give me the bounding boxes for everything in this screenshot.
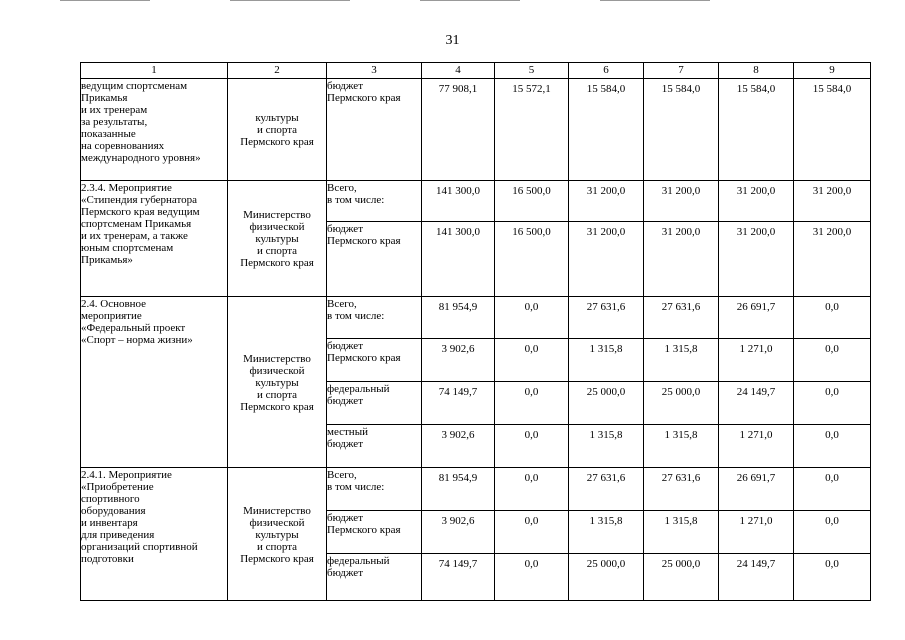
event-name-cell: 2.3.4. Мероприятие «Стипендия губернатора Пермского края ведущим спортсменам Прикамья и их тренерам, а также юным спортсменам Прикамья» xyxy=(81,181,228,297)
amount-cell-col-6: 27 631,6 xyxy=(569,468,644,511)
amount-cell-col-4: 3 902,6 xyxy=(422,511,495,554)
amount-cell-col-8: 24 149,7 xyxy=(719,554,794,601)
amount-cell-col-9: 0,0 xyxy=(794,425,871,468)
amount-cell-col-6: 1 315,8 xyxy=(569,339,644,382)
table-row xyxy=(81,297,871,339)
amount-cell-col-4: 141 300,0 xyxy=(422,181,495,222)
amount-cell-col-8: 15 584,0 xyxy=(719,79,794,181)
column-number-5: 5 xyxy=(495,63,569,79)
amount-cell-col-4: 81 954,9 xyxy=(422,297,495,339)
funding-source-cell: Всего, в том числе: xyxy=(327,468,422,511)
amount-cell-col-6: 25 000,0 xyxy=(569,382,644,425)
amount-cell-col-7: 25 000,0 xyxy=(644,382,719,425)
amount-cell-col-7: 31 200,0 xyxy=(644,222,719,297)
amount-cell-col-5: 0,0 xyxy=(495,511,569,554)
executor-cell: Министерство физической культуры и спорта Пермского края xyxy=(228,468,327,601)
amount-cell-col-6: 1 315,8 xyxy=(569,511,644,554)
amount-cell-col-5: 0,0 xyxy=(495,297,569,339)
page-number: 31 xyxy=(445,33,460,48)
amount-cell-col-7: 1 315,8 xyxy=(644,511,719,554)
amount-cell-col-6: 27 631,6 xyxy=(569,297,644,339)
funding-source-cell: Всего, в том числе: xyxy=(327,181,422,222)
event-name-cell: 2.4.1. Мероприятие «Приобретение спортивного оборудования и инвентаря для приведения организаций спортивной подготовки xyxy=(81,468,228,601)
executor-cell: культуры и спорта Пермского края xyxy=(228,79,327,181)
column-number-3: 3 xyxy=(327,63,422,79)
column-number-row xyxy=(81,63,871,79)
amount-cell-col-7: 27 631,6 xyxy=(644,468,719,511)
amount-cell-col-5: 16 500,0 xyxy=(495,181,569,222)
funding-source-cell: бюджет Пермского края xyxy=(327,339,422,382)
amount-cell-col-9: 0,0 xyxy=(794,554,871,601)
amount-cell-col-9: 0,0 xyxy=(794,382,871,425)
column-number-7: 7 xyxy=(644,63,719,79)
column-number-9: 9 xyxy=(794,63,871,79)
budget-table xyxy=(80,62,871,601)
amount-cell-col-8: 31 200,0 xyxy=(719,222,794,297)
amount-cell-col-6: 31 200,0 xyxy=(569,181,644,222)
amount-cell-col-5: 16 500,0 xyxy=(495,222,569,297)
amount-cell-col-7: 1 315,8 xyxy=(644,425,719,468)
amount-cell-col-9: 0,0 xyxy=(794,297,871,339)
amount-cell-col-9: 31 200,0 xyxy=(794,181,871,222)
amount-cell-col-5: 0,0 xyxy=(495,554,569,601)
funding-source-cell: местный бюджет xyxy=(327,425,422,468)
funding-source-cell: бюджет Пермского края xyxy=(327,511,422,554)
funding-source-cell: федеральный бюджет xyxy=(327,382,422,425)
amount-cell-col-4: 3 902,6 xyxy=(422,339,495,382)
executor-cell: Министерство физической культуры и спорта Пермского края xyxy=(228,181,327,297)
amount-cell-col-9: 0,0 xyxy=(794,468,871,511)
funding-source-cell: бюджет Пермского края xyxy=(327,222,422,297)
event-name-cell: 2.4. Основное мероприятие «Федеральный проект «Спорт – норма жизни» xyxy=(81,297,228,468)
amount-cell-col-7: 31 200,0 xyxy=(644,181,719,222)
column-number-2: 2 xyxy=(228,63,327,79)
amount-cell-col-7: 25 000,0 xyxy=(644,554,719,601)
amount-cell-col-4: 3 902,6 xyxy=(422,425,495,468)
amount-cell-col-7: 27 631,6 xyxy=(644,297,719,339)
table-row xyxy=(81,181,871,222)
event-name-cell: ведущим спортсменам Прикамья и их тренерам за результаты, показанные на соревнованиях международного уровня» xyxy=(81,79,228,181)
amount-cell-col-4: 74 149,7 xyxy=(422,382,495,425)
amount-cell-col-8: 31 200,0 xyxy=(719,181,794,222)
amount-cell-col-6: 15 584,0 xyxy=(569,79,644,181)
funding-source-cell: бюджет Пермского края xyxy=(327,79,422,181)
amount-cell-col-4: 74 149,7 xyxy=(422,554,495,601)
amount-cell-col-8: 1 271,0 xyxy=(719,511,794,554)
amount-cell-col-6: 25 000,0 xyxy=(569,554,644,601)
top-edge-mark xyxy=(60,0,150,1)
amount-cell-col-5: 0,0 xyxy=(495,425,569,468)
amount-cell-col-7: 15 584,0 xyxy=(644,79,719,181)
funding-source-cell: Всего, в том числе: xyxy=(327,297,422,339)
table-row xyxy=(81,468,871,511)
amount-cell-col-9: 0,0 xyxy=(794,511,871,554)
amount-cell-col-4: 141 300,0 xyxy=(422,222,495,297)
executor-cell: Министерство физической культуры и спорта Пермского края xyxy=(228,297,327,468)
amount-cell-col-9: 0,0 xyxy=(794,339,871,382)
amount-cell-col-5: 0,0 xyxy=(495,382,569,425)
amount-cell-col-5: 15 572,1 xyxy=(495,79,569,181)
column-number-4: 4 xyxy=(422,63,495,79)
funding-source-cell: федеральный бюджет xyxy=(327,554,422,601)
amount-cell-col-8: 24 149,7 xyxy=(719,382,794,425)
amount-cell-col-5: 0,0 xyxy=(495,468,569,511)
top-edge-mark xyxy=(230,0,350,1)
column-number-1: 1 xyxy=(81,63,228,79)
amount-cell-col-7: 1 315,8 xyxy=(644,339,719,382)
amount-cell-col-8: 1 271,0 xyxy=(719,425,794,468)
amount-cell-col-8: 1 271,0 xyxy=(719,339,794,382)
amount-cell-col-8: 26 691,7 xyxy=(719,297,794,339)
amount-cell-col-4: 81 954,9 xyxy=(422,468,495,511)
column-number-6: 6 xyxy=(569,63,644,79)
table-row xyxy=(81,79,871,181)
amount-cell-col-6: 1 315,8 xyxy=(569,425,644,468)
amount-cell-col-9: 15 584,0 xyxy=(794,79,871,181)
amount-cell-col-5: 0,0 xyxy=(495,339,569,382)
top-edge-mark xyxy=(420,0,520,1)
amount-cell-col-9: 31 200,0 xyxy=(794,222,871,297)
amount-cell-col-6: 31 200,0 xyxy=(569,222,644,297)
table-body xyxy=(81,63,871,601)
amount-cell-col-8: 26 691,7 xyxy=(719,468,794,511)
top-edge-mark xyxy=(600,0,710,1)
column-number-8: 8 xyxy=(719,63,794,79)
amount-cell-col-4: 77 908,1 xyxy=(422,79,495,181)
